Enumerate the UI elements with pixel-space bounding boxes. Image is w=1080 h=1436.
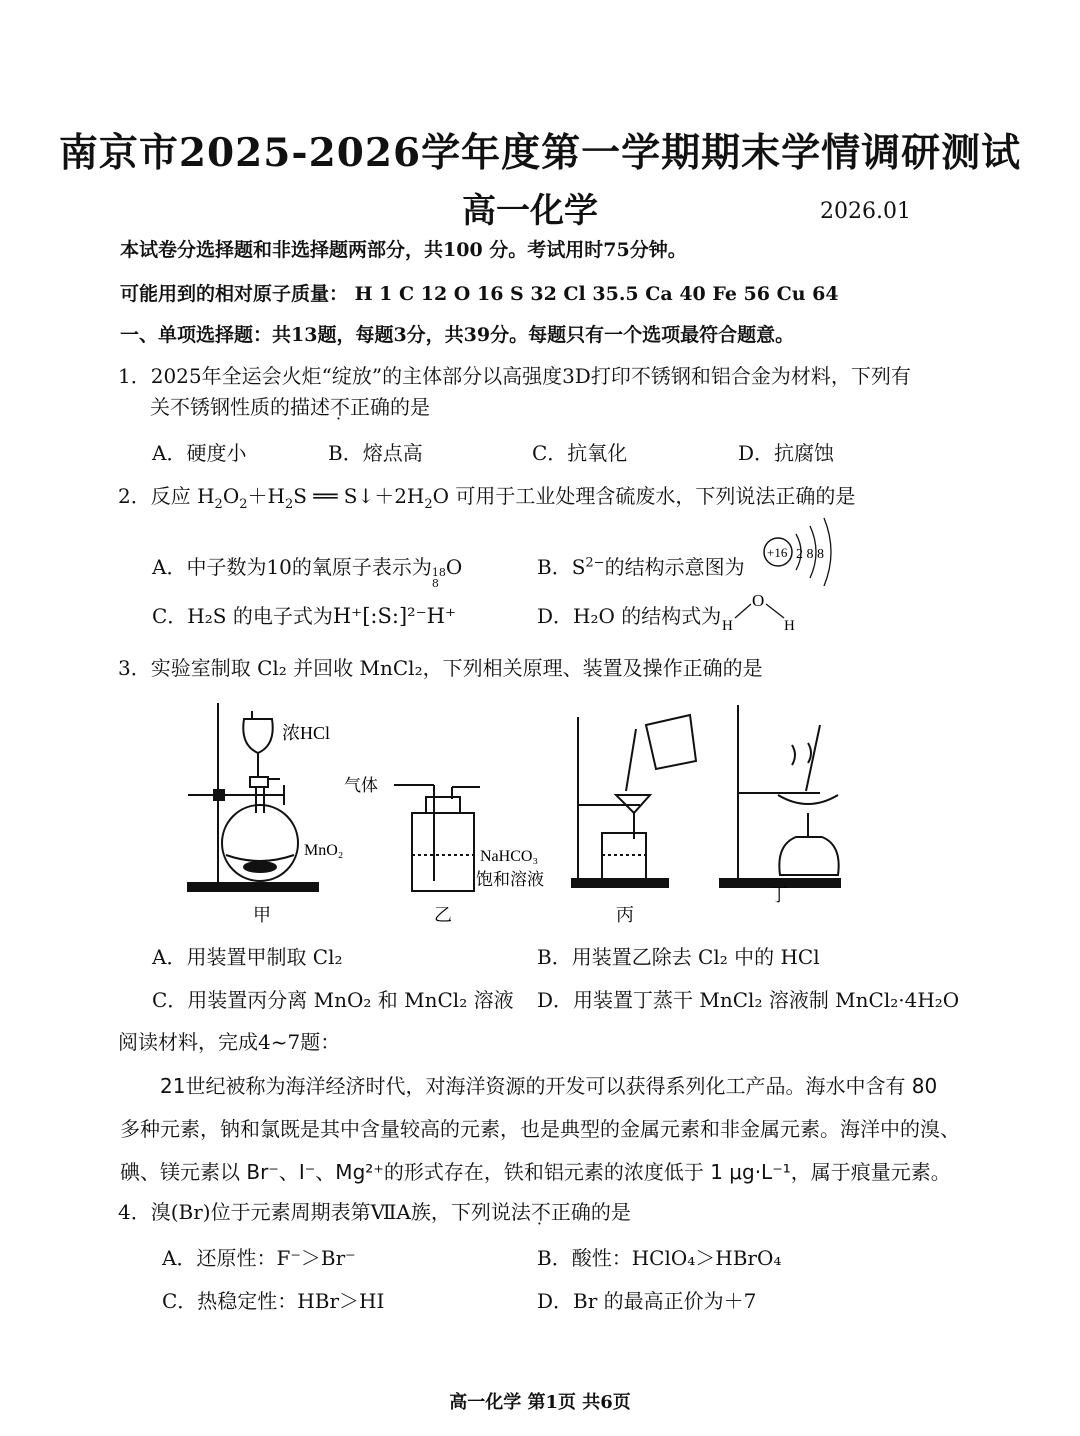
q4-negation: 不 xyxy=(530,1200,551,1224)
q2-option-b: B．$S^{2-}$的结构示意图为 xyxy=(537,555,745,579)
reading-intro: 阅读材料，完成4~7题： xyxy=(118,1030,341,1054)
caption-bing: 丙 xyxy=(616,905,634,925)
sulfide-ion-structure-diagram xyxy=(758,510,848,586)
caption-jia: 甲 xyxy=(253,905,271,925)
q2-option-c: C．H₂S 的电子式为H⁺[:S:]²⁻H⁺ xyxy=(152,604,457,628)
section-heading: 一、单项选择题：共13题，每题3分，共39分。每题只有一个选项最符合题意。 xyxy=(120,324,795,346)
svg-text:H: H xyxy=(722,618,733,634)
exam-subtitle: 高一化学 xyxy=(462,191,598,231)
q3-option-c: C．用装置丙分离 MnO₂ 和 MnCl₂ 溶液 xyxy=(152,988,514,1012)
exam-date: 2026.01 xyxy=(820,199,911,224)
q4-option-c: C．热稳定性：HBr＞HI xyxy=(162,1289,385,1313)
q4-option-d: D．Br 的最高正价为＋7 xyxy=(537,1289,757,1313)
nucleus-charge: +16 xyxy=(767,545,788,560)
q1-option-b: B．熔点高 xyxy=(328,441,423,465)
exam-instructions: 本试卷分选择题和非选择题两部分，共100 分。考试用时75分钟。 xyxy=(120,239,687,261)
water-structural-formula xyxy=(718,588,804,634)
caption-yi: 乙 xyxy=(434,905,452,925)
page-footer: 高一化学 第1页 共6页 xyxy=(449,1392,631,1413)
label-saturated: 饱和溶液 xyxy=(476,870,544,889)
q3-stem: 3．实验室制取 Cl₂ 并回收 MnCl₂，下列相关原理、装置及操作正确的是 xyxy=(118,656,763,680)
exam-title: 南京市2025-2026学年度第一学期期末学情调研测试 xyxy=(58,130,1022,176)
q3-option-d: D．用装置丁蒸干 MnCl₂ 溶液制 MnCl₂·4H₂O xyxy=(537,988,960,1012)
electron-shells: 2 8 8 xyxy=(796,547,824,562)
q1-stem-line2: 关不锈钢性质的描述不正确的是 xyxy=(150,395,430,419)
label-nahco3: NaHCO₃ xyxy=(480,848,539,865)
q1-option-d: D．抗腐蚀 xyxy=(738,441,835,465)
q4-option-a: A．还原性：F⁻＞Br⁻ xyxy=(162,1246,356,1270)
q3-option-b: B．用装置乙除去 Cl₂ 中的 HCl xyxy=(537,945,820,969)
q1-option-c: C．抗氧化 xyxy=(532,441,628,465)
q2-option-d: D．H₂O 的结构式为 xyxy=(537,604,722,628)
q2-stem: 2．反应 $H_2O_2+H_2S$ ══ $S↓+2H_2O$ 可用于工业处理含硫废水，下列说法正确的是 xyxy=(118,484,856,512)
apparatus-diagrams xyxy=(180,695,900,935)
q4-stem: 4．溴(Br)位于元素周期表第ⅦA族，下列说法不正确的是 xyxy=(118,1200,631,1224)
reading-line2: 多种元素，钠和氯既是其中含量较高的元素，也是典型的金属元素和非金属元素。海洋中的溴、 xyxy=(120,1117,960,1141)
apparatus-yi xyxy=(394,785,480,891)
svg-text:H: H xyxy=(784,618,795,634)
svg-text:O: O xyxy=(752,591,765,610)
q1-negation: 不 xyxy=(330,395,350,419)
reading-line3: 碘、镁元素以 Br⁻、I⁻、Mg²⁺的形式存在，铁和铝元素的浓度低于 1 μg·L⁻¹，属于痕量元素。 xyxy=(120,1160,951,1184)
atomic-masses: 可能用到的相对原子质量： H 1 C 12 O 16 S 32 Cl 35.5 Ca 40 Fe 56 Cu 64 xyxy=(120,283,839,305)
q4-option-b: B．酸性：HClO₄＞HBrO₄ xyxy=(537,1246,782,1270)
apparatus-ding xyxy=(720,705,840,887)
label-gas: 气体 xyxy=(344,776,378,795)
q3-option-a: A．用装置甲制取 Cl₂ xyxy=(152,945,343,969)
label-mno2: MnO₂ xyxy=(304,842,344,859)
reading-line1: 21世纪被称为海洋经济时代，对海洋资源的开发可以获得系列化工产品。海水中含有 80 xyxy=(160,1074,938,1098)
apparatus-bing xyxy=(572,715,696,887)
q1-stem-line1: 1．2025年全运会火炬“绽放”的主体部分以高强度3D打印不锈钢和铝合金为材料，下列有 xyxy=(118,364,911,388)
caption-ding: 丁 xyxy=(770,885,788,905)
label-conc-hcl: 浓HCl xyxy=(282,723,331,743)
q1-option-a: A．硬度小 xyxy=(152,441,247,465)
q2-option-a: A．中子数为10的氧原子表示为 18 8 O xyxy=(152,555,463,590)
